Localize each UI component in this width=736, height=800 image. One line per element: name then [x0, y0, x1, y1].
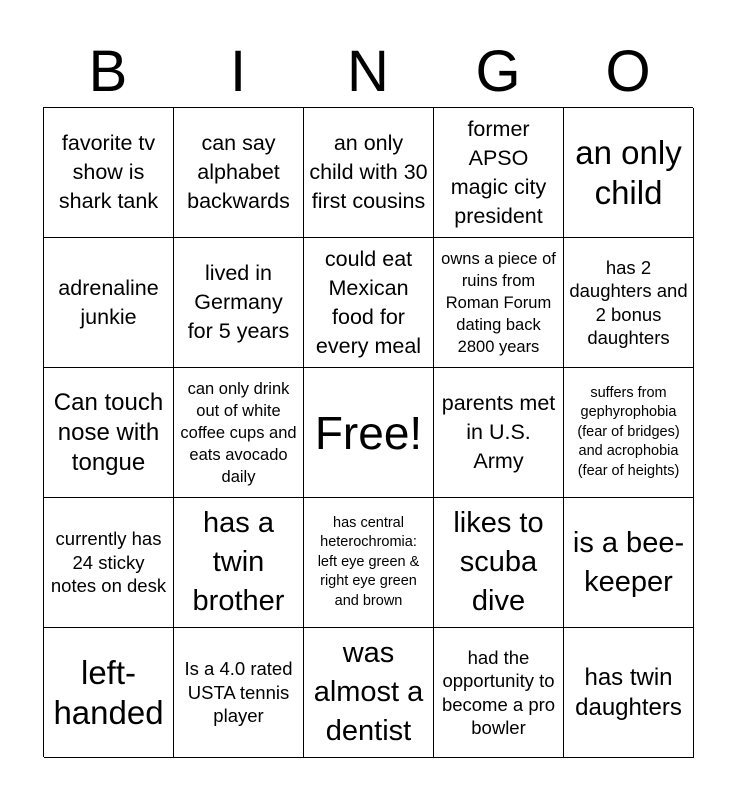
bingo-cell[interactable] — [44, 368, 174, 498]
header-letter-g: G — [475, 39, 521, 104]
cell-text: likes to scuba dive — [453, 507, 544, 617]
cell-text: adrenaline junkie — [58, 275, 159, 329]
bingo-cell[interactable] — [44, 108, 174, 238]
bingo-cell[interactable] — [564, 498, 694, 628]
bingo-cell[interactable] — [174, 368, 304, 498]
cell-text: parents met in U.S. Army — [441, 391, 556, 473]
cell-text: lived in Germany for 5 years — [187, 261, 290, 343]
bingo-cell[interactable] — [434, 368, 564, 498]
bingo-cell[interactable] — [304, 628, 434, 758]
bingo-cell[interactable] — [434, 628, 564, 758]
bingo-cell[interactable] — [434, 238, 564, 368]
cell-text: Can touch nose with tongue — [53, 388, 164, 476]
cell-text: has twin daughters — [575, 663, 682, 721]
header-letter-i: I — [229, 39, 247, 104]
bingo-cell[interactable] — [174, 238, 304, 368]
bingo-cell[interactable] — [564, 628, 694, 758]
cell-text: currently has 24 sticky notes on desk — [50, 528, 167, 597]
header-letter-n: N — [347, 39, 389, 104]
bingo-cell[interactable] — [174, 628, 304, 758]
cell-text: can say alphabet backwards — [187, 131, 290, 213]
header-letter-b: B — [88, 39, 128, 104]
bingo-cell[interactable] — [564, 368, 694, 498]
bingo-cell[interactable] — [174, 108, 304, 238]
bingo-cell-free[interactable] — [304, 368, 434, 498]
bingo-header — [43, 36, 693, 108]
bingo-board — [43, 107, 693, 757]
bingo-cell[interactable] — [564, 108, 694, 238]
cell-text: could eat Mexican food for every meal — [315, 246, 422, 358]
cell-text: can only drink out of white coffee cups and eats avocado daily — [180, 379, 297, 486]
bingo-cell[interactable] — [44, 498, 174, 628]
cell-text: was almost a dentist — [313, 637, 424, 747]
bingo-cell[interactable] — [434, 498, 564, 628]
bingo-cell[interactable] — [304, 108, 434, 238]
bingo-cell[interactable] — [44, 628, 174, 758]
cell-text: had the opportunity to become a pro bowler — [441, 646, 556, 738]
cell-text: has a twin brother — [192, 507, 285, 617]
bingo-cell[interactable] — [304, 238, 434, 368]
cell-text: suffers from gephyrophobia (fear of bridges) and acrophobia (fear of heights) — [577, 384, 680, 479]
cell-text: has central heterochromia: left eye green & right eye green and brown — [317, 514, 420, 609]
bingo-cell[interactable] — [564, 238, 694, 368]
bingo-cell[interactable] — [304, 498, 434, 628]
bingo-cell[interactable] — [174, 498, 304, 628]
cell-text: owns a piece of ruins from Roman Forum dating back 2800 years — [441, 249, 556, 356]
bingo-cell[interactable] — [434, 108, 564, 238]
cell-text: former APSO magic city president — [450, 116, 547, 228]
header-letter-o: O — [605, 39, 651, 104]
cell-text: is a bee-keeper — [572, 526, 685, 598]
cell-text: Is a 4.0 rated USTA tennis player — [184, 658, 293, 727]
bingo-cell[interactable] — [44, 238, 174, 368]
cell-text: an only child — [575, 133, 682, 211]
cell-text: has 2 daughters and 2 bonus daughters — [569, 256, 688, 348]
free-space-text: Free! — [314, 406, 423, 459]
cell-text: favorite tv show is shark tank — [58, 131, 159, 213]
cell-text: an only child with 30 first cousins — [309, 131, 428, 213]
cell-text: left-handed — [53, 653, 164, 731]
